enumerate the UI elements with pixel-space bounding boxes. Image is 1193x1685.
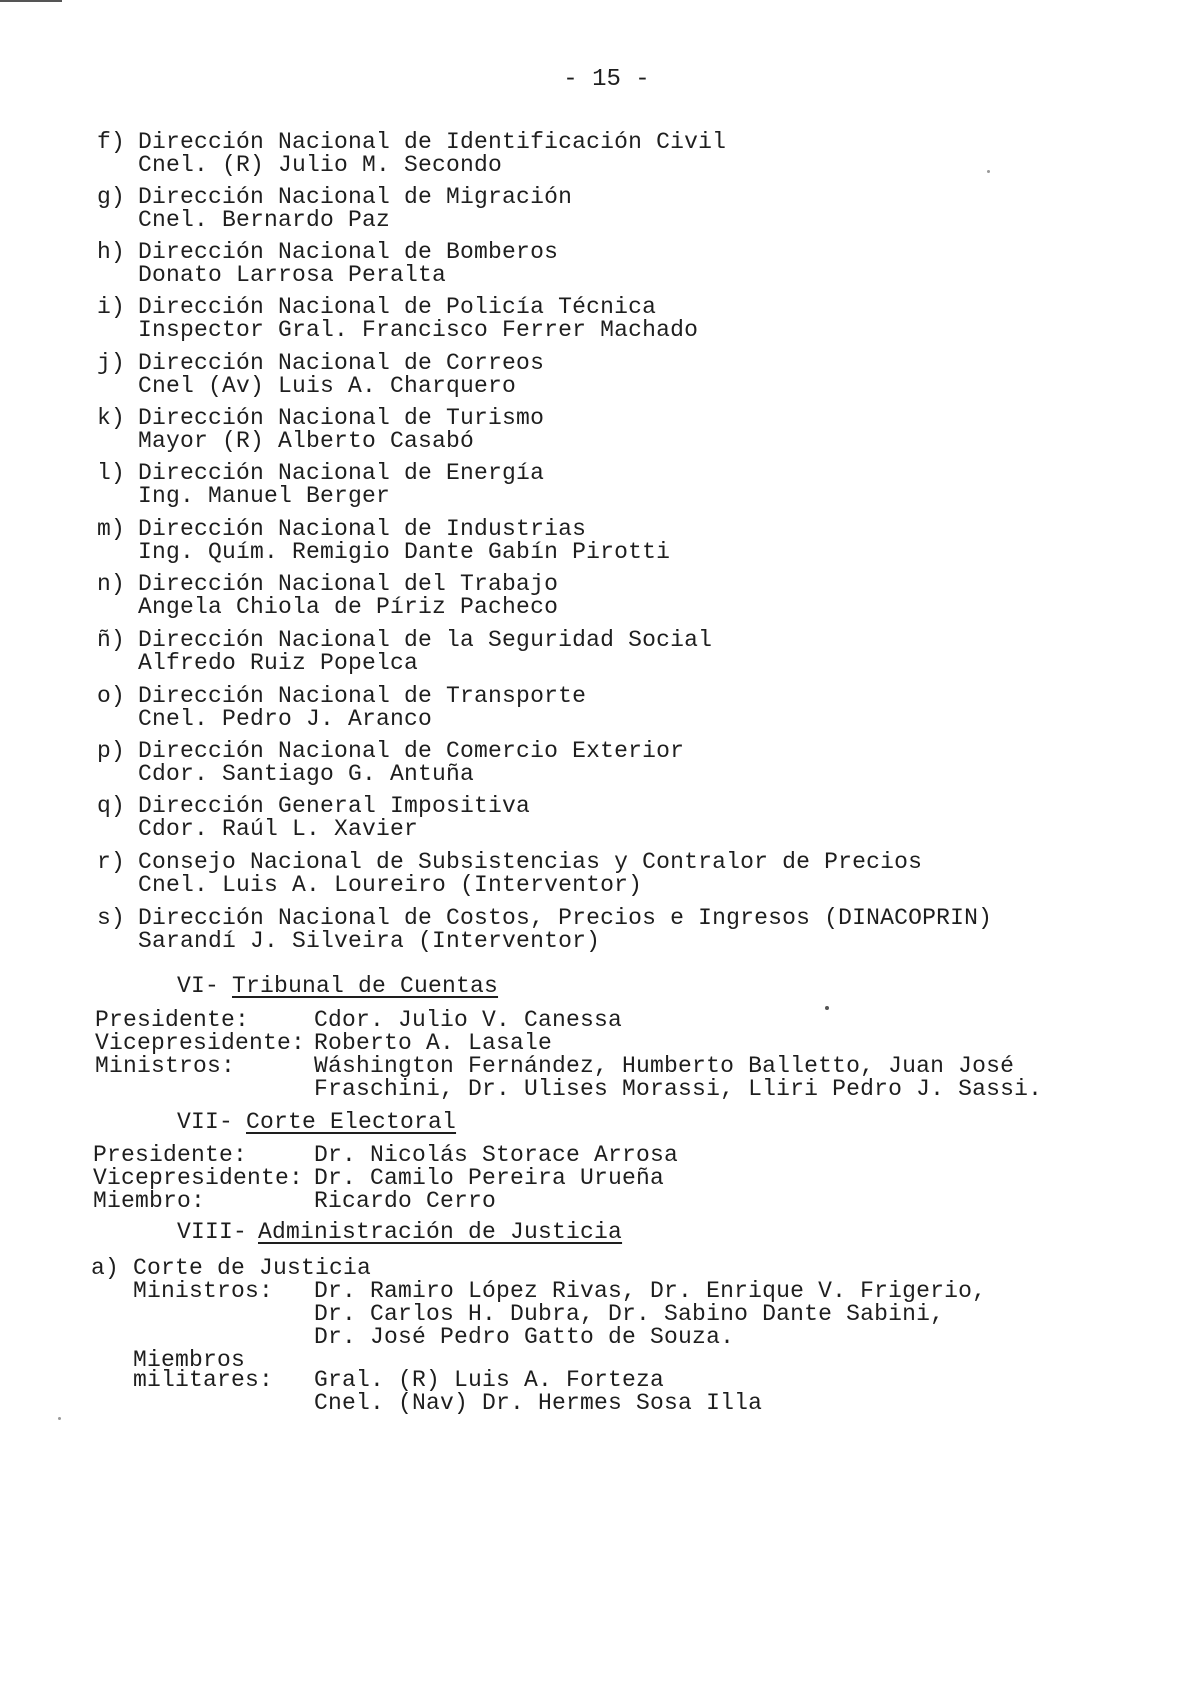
field-label: Presidente:: [95, 1007, 250, 1033]
item-letter: m): [97, 516, 126, 542]
field-value: Wáshington Fernández, Humberto Balletto, Juan José: [314, 1053, 1015, 1079]
direction-title: Dirección Nacional de Comercio Exterior: [138, 738, 685, 764]
direction-person: Cnel (Av) Luis A. Charquero: [138, 373, 517, 399]
field-value: Cnel. (Nav) Dr. Hermes Sosa Illa: [314, 1390, 763, 1416]
item-letter: l): [97, 460, 126, 486]
section-heading: Corte Electoral: [246, 1109, 457, 1135]
field-label: Ministros:: [133, 1278, 274, 1304]
direction-title: Dirección Nacional de Policía Técnica: [138, 294, 657, 320]
scan-speck: [825, 1006, 829, 1010]
direction-title: Dirección Nacional de Correos: [138, 350, 545, 376]
direction-person: Ing. Quím. Remigio Dante Gabín Pirotti: [138, 539, 671, 565]
field-value: Dr. Nicolás Storace Arrosa: [314, 1142, 679, 1168]
direction-person: Cdor. Raúl L. Xavier: [138, 816, 419, 842]
item-letter: o): [97, 683, 126, 709]
field-label: Ministros:: [95, 1053, 236, 1079]
direction-person: Cnel. Luis A. Loureiro (Interventor): [138, 872, 643, 898]
direction-title: Dirección Nacional de Turismo: [138, 405, 545, 431]
direction-title: Dirección Nacional de la Seguridad Social: [138, 627, 713, 653]
item-letter: h): [97, 239, 126, 265]
direction-title: Dirección Nacional de Costos, Precios e Ingresos (DINACOPRIN): [138, 905, 993, 931]
scan-speck: [987, 170, 990, 173]
field-value: Ricardo Cerro: [314, 1188, 497, 1214]
section-numeral: VIII-: [177, 1219, 248, 1245]
subsection-title: Corte de Justicia: [133, 1255, 372, 1281]
direction-title: Dirección Nacional de Bomberos: [138, 239, 559, 265]
direction-person: Ing. Manuel Berger: [138, 483, 391, 509]
field-label: Vicepresidente:: [93, 1165, 304, 1191]
item-letter: q): [97, 793, 126, 819]
section-numeral: VII-: [177, 1109, 234, 1135]
direction-person: Alfredo Ruiz Popelca: [138, 650, 419, 676]
item-letter: f): [97, 129, 126, 155]
field-label: Miembros: [133, 1347, 246, 1373]
field-value: Dr. José Pedro Gatto de Souza.: [314, 1324, 735, 1350]
section-heading: Administración de Justicia: [258, 1219, 623, 1245]
field-value: Dr. Camilo Pereira Urueña: [314, 1165, 665, 1191]
field-value: Gral. (R) Luis A. Forteza: [314, 1367, 665, 1393]
section-numeral: VI-: [177, 973, 220, 999]
field-label: militares:: [133, 1367, 274, 1393]
field-value: Dr. Carlos H. Dubra, Dr. Sabino Dante Sabini,: [314, 1301, 945, 1327]
direction-person: Angela Chiola de Píriz Pacheco: [138, 594, 559, 620]
item-letter: n): [97, 571, 126, 597]
field-value: Fraschini, Dr. Ulises Morassi, Lliri Pedro J. Sassi.: [314, 1076, 1043, 1102]
direction-title: Dirección Nacional de Industrias: [138, 516, 587, 542]
scan-mark: [0, 0, 62, 2]
scan-speck: [58, 1417, 61, 1420]
item-letter: a): [91, 1255, 120, 1281]
direction-title: Dirección Nacional de Migración: [138, 184, 573, 210]
direction-title: Consejo Nacional de Subsistencias y Contralor de Precios: [138, 849, 923, 875]
direction-title: Dirección Nacional del Trabajo: [138, 571, 559, 597]
field-value: Dr. Ramiro López Rivas, Dr. Enrique V. Frigerio,: [314, 1278, 987, 1304]
field-label: Vicepresidente:: [95, 1030, 306, 1056]
item-letter: s): [97, 905, 126, 931]
direction-title: Dirección General Impositiva: [138, 793, 531, 819]
item-letter: r): [97, 849, 126, 875]
item-letter: g): [97, 184, 126, 210]
direction-person: Sarandí J. Silveira (Interventor): [138, 928, 601, 954]
page-number: - 15 -: [563, 66, 650, 93]
direction-person: Cnel. Pedro J. Aranco: [138, 706, 433, 732]
direction-person: Cdor. Santiago G. Antuña: [138, 761, 475, 787]
item-letter: k): [97, 405, 126, 431]
field-label: Miembro:: [93, 1188, 206, 1214]
item-letter: i): [97, 294, 126, 320]
direction-person: Inspector Gral. Francisco Ferrer Machado: [138, 317, 699, 343]
field-value: Roberto A. Lasale: [314, 1030, 553, 1056]
direction-title: Dirección Nacional de Identificación Civil: [138, 129, 727, 155]
direction-person: Cnel. Bernardo Paz: [138, 207, 391, 233]
item-letter: j): [97, 350, 126, 376]
section-heading: Tribunal de Cuentas: [232, 973, 499, 999]
item-letter: p): [97, 738, 126, 764]
direction-person: Cnel. (R) Julio M. Secondo: [138, 152, 503, 178]
direction-person: Donato Larrosa Peralta: [138, 262, 447, 288]
direction-person: Mayor (R) Alberto Casabó: [138, 428, 475, 454]
item-letter: ñ): [97, 627, 126, 653]
direction-title: Dirección Nacional de Energía: [138, 460, 545, 486]
field-label: Presidente:: [93, 1142, 248, 1168]
field-value: Cdor. Julio V. Canessa: [314, 1007, 623, 1033]
direction-title: Dirección Nacional de Transporte: [138, 683, 587, 709]
